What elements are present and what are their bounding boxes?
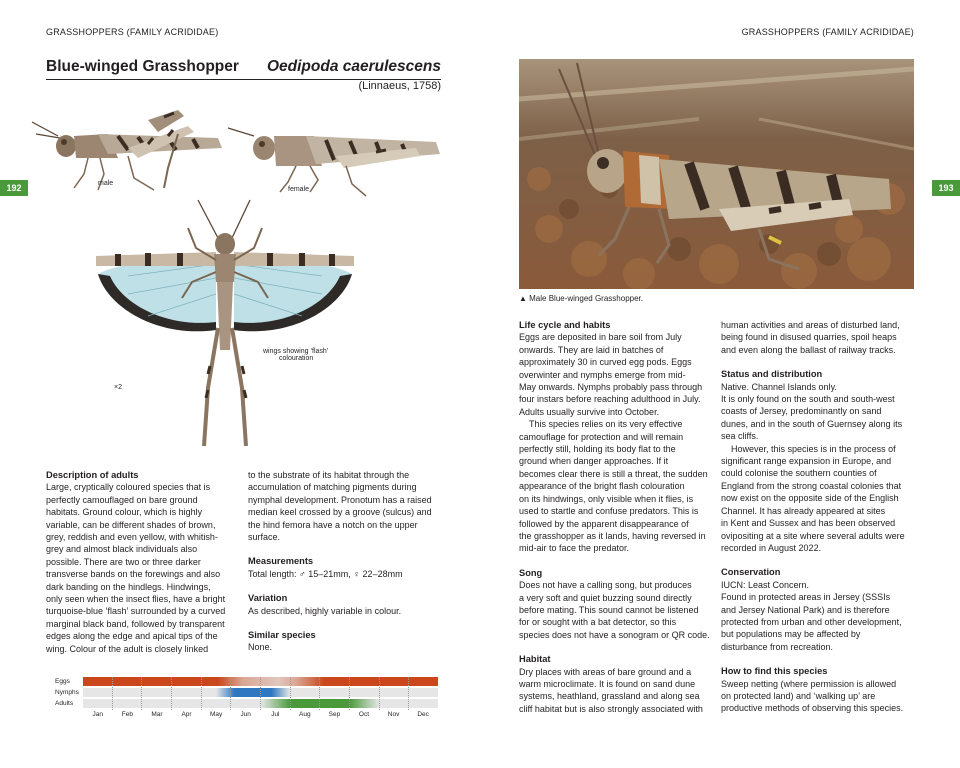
- description-line: surface.: [248, 532, 281, 543]
- description-line: marginal black band, followed by transparent: [46, 618, 225, 629]
- song-line: before mating. This sound cannot be listened: [519, 604, 699, 615]
- running-head-left: GRASSHOPPERS (FAMILY ACRIDIDAE): [46, 27, 219, 37]
- life-cycle-line: appearance of the bright flash colouration: [519, 481, 685, 492]
- description-column: [46, 469, 242, 655]
- description-line: accumulation of matching pigments during: [248, 482, 417, 493]
- life-cycle-line: becomes clear there is still a threat, the sudden: [519, 468, 708, 479]
- life-cycle-line: perfectly still, holding its body flat to the: [519, 444, 676, 455]
- month-axis: [83, 711, 438, 718]
- description-line: wing. Colour of the adult is closely linked: [46, 643, 209, 654]
- conservation-line: disturbance from recreation.: [721, 641, 834, 652]
- season-label-adults: Adults: [55, 700, 74, 707]
- description-line: perfectly camouflaged on bare ground: [46, 494, 198, 505]
- habitat-heading: Habitat: [519, 654, 551, 665]
- female-illustration: [226, 122, 441, 198]
- status-line: Native. Channel Islands only.: [721, 381, 837, 392]
- grasshopper-photo: [519, 59, 914, 289]
- life-cycle-line: the grasshopper as it lands, having reversed in: [519, 530, 706, 541]
- similar-species-heading: Similar species: [248, 630, 316, 641]
- season-bar-adults: [261, 699, 379, 708]
- description-line: grey, reddish and even yellow, with whitish-: [46, 532, 218, 543]
- habitat-line: systems, heathland, grassland and along sea: [519, 691, 700, 702]
- spread-wings-illustration: [88, 198, 363, 450]
- month-label: Jul: [271, 711, 280, 718]
- life-cycle-line: ground when danger approaches. If it: [519, 456, 669, 467]
- measurements-text: Total length: ♂ 15–21mm, ♀ 22–28mm: [248, 568, 403, 579]
- season-bar-eggs: [83, 677, 438, 686]
- description-line: habitats. Ground colour, which is highly: [46, 507, 203, 518]
- month-label: Apr: [181, 711, 192, 718]
- measurements-heading: Measurements: [248, 556, 314, 567]
- similar-species-text: None.: [248, 642, 273, 653]
- description-heading: Description of adults: [46, 470, 139, 480]
- life-cycle-line: on its hindwings, only visible when it flies, is: [519, 493, 694, 504]
- description-line: Large, cryptically coloured species that is: [46, 482, 211, 493]
- status-column: [721, 319, 917, 715]
- season-label-eggs: Eggs: [55, 678, 70, 685]
- status-heading: Status and distribution: [721, 369, 823, 380]
- scale-label: ×2: [114, 384, 122, 391]
- month-label: Jan: [92, 711, 104, 718]
- life-cycle-line: This species relies on its very effective: [529, 419, 683, 430]
- month-label: May: [209, 711, 223, 718]
- wings-label: [263, 348, 328, 362]
- life-cycle-line: camouflage for protection and will remain: [519, 431, 684, 442]
- female-label: female: [288, 186, 310, 193]
- status-line: sea cliffs.: [721, 431, 759, 442]
- conservation-line: protected from urban and other development,: [721, 616, 902, 627]
- season-bar-nymphs: [216, 688, 290, 697]
- life-cycle-line: onwards. They are laid in batches of: [519, 344, 664, 355]
- description-line: variable, can be different shades of brown,: [46, 519, 216, 530]
- status-line: significant range expansion in Europe, and: [721, 456, 892, 467]
- page-number-left: 192: [0, 180, 28, 196]
- how-to-find-heading: How to find this species: [721, 666, 828, 677]
- month-label: Dec: [417, 711, 429, 718]
- status-line: could colonise the southern counties of: [721, 468, 877, 479]
- month-label: Aug: [299, 711, 311, 718]
- month-label: Jun: [240, 711, 251, 718]
- month-label: Oct: [358, 711, 370, 718]
- life-cycle-heading: Life cycle and habits: [519, 320, 611, 330]
- status-line: in Kent and Sussex and has been observed: [721, 518, 896, 529]
- status-line: It is only found on the south and south-west: [721, 394, 895, 405]
- common-name: Blue-winged Grasshopper: [46, 58, 239, 75]
- photo-caption: ▲ Male Blue-winged Grasshopper.: [519, 294, 643, 303]
- how-to-find-line: Sweep netting (where permission is allowed: [721, 678, 897, 689]
- running-head-right: GRASSHOPPERS (FAMILY ACRIDIDAE): [741, 27, 914, 37]
- habitat-line: Dry places with areas of bare ground and a: [519, 666, 692, 677]
- season-chart: [55, 677, 440, 718]
- description-line: only seen when the insect flies, have a bright: [46, 594, 226, 605]
- male-illustration: [28, 108, 228, 196]
- how-to-find-line: on protected land) and ‘walking up’ are: [721, 690, 876, 701]
- habitat-line: and even along the ballast of railway tracks.: [721, 344, 896, 355]
- description-line: transverse bands on the forewings and also: [46, 569, 221, 580]
- description-line: the hind femora have a notch on the upper: [248, 519, 418, 530]
- status-line: Channel. It has already appeared at sites: [721, 505, 886, 516]
- season-row-adults: [55, 699, 440, 708]
- page-number-right: 193: [932, 180, 960, 196]
- song-line: Does not have a calling song, but produces: [519, 580, 692, 591]
- status-line: However, this species is in the process of: [731, 443, 896, 454]
- season-row-nymphs: [55, 688, 440, 697]
- month-label: Nov: [387, 711, 400, 718]
- status-line: coasts of Jersey, predominantly on sand: [721, 406, 882, 417]
- season-label-nymphs: Nymphs: [55, 689, 79, 696]
- description-line: dark banding on the hindlegs. Hindwings,: [46, 581, 211, 592]
- conservation-heading: Conservation: [721, 567, 781, 578]
- month-label: Feb: [121, 711, 133, 718]
- life-cycle-line: May onwards. Nymphs probably pass through: [519, 382, 703, 393]
- description-line: edges along the edge and apical tips of the: [46, 631, 218, 642]
- variation-heading: Variation: [248, 593, 288, 604]
- song-line: for or sought with a bat detector, so this: [519, 617, 677, 628]
- male-label: male: [98, 180, 114, 187]
- variation-text: As described, highly variable in colour.: [248, 605, 402, 616]
- conservation-line: Found in protected areas in Jersey (SSSIs: [721, 592, 891, 603]
- description-line: turquoise-blue ‘flash’ surrounded by a curved: [46, 606, 226, 617]
- species-authority: (Linnaeus, 1758): [358, 80, 441, 92]
- how-to-find-line: productive methods of observing this species.: [721, 703, 904, 714]
- life-cycle-line: Eggs are deposited in bare soil from July: [519, 332, 682, 343]
- month-label: Sep: [328, 711, 341, 718]
- life-cycle-column: [519, 319, 715, 715]
- month-label: Mar: [151, 711, 163, 718]
- species-header: [46, 58, 441, 80]
- status-line: ovipositing at a site where several adults were: [721, 530, 905, 541]
- description-line: median keel crossed by a groove (sulcus) and: [248, 507, 432, 518]
- description-line: possible. There are two or three darker: [46, 556, 201, 567]
- status-line: now exist on the opposite side of the English: [721, 493, 899, 504]
- measurements-column: [248, 469, 444, 654]
- description-line: grey and almost black individuals also: [46, 544, 198, 555]
- conservation-line: IUCN: Least Concern.: [721, 579, 810, 590]
- life-cycle-line: overwinter and nymphs emerge from mid-: [519, 369, 686, 380]
- conservation-line: but populations may be affected by: [721, 629, 861, 640]
- habitat-line: cliff habitat but is also strongly associated with: [519, 703, 703, 714]
- description-line: nymphal development. Pronotum has a raised: [248, 494, 432, 505]
- description-line: to the substrate of its habitat through the: [248, 470, 410, 480]
- life-cycle-line: followed by the apparent disappearance of: [519, 518, 689, 529]
- song-line: species does not have a sonogram or QR code.: [519, 629, 710, 640]
- life-cycle-line: mid-air to face the predator.: [519, 543, 630, 554]
- life-cycle-line: Adults usually survive into October.: [519, 406, 660, 417]
- conservation-line: and Jersey National Park) and is therefore: [721, 604, 890, 615]
- song-line: a very soft and quiet buzzing sound directly: [519, 592, 692, 603]
- song-heading: Song: [519, 567, 543, 578]
- habitat-line: warm microclimate. It is found on sand dune: [519, 678, 696, 689]
- life-cycle-line: approximately 30 in curved egg pods. Eggs: [519, 357, 692, 368]
- wings-label-line-1: wings showing ‘flash’: [263, 348, 329, 355]
- status-line: dunes, and in the south of Guernsey along its: [721, 418, 903, 429]
- status-line: recorded in August 2022.: [721, 542, 822, 553]
- wings-label-line-2: colouration: [279, 355, 314, 362]
- life-cycle-line: used to startle and confuse predators. This is: [519, 506, 699, 517]
- life-cycle-line: four instars before reaching adulthood in July.: [519, 394, 701, 405]
- habitat-line: human activities and areas of disturbed land,: [721, 320, 900, 330]
- status-line: England from the strong coastal colonies that: [721, 480, 902, 491]
- habitat-line: being found in disused quarries, spoil heaps: [721, 332, 897, 343]
- scientific-name: Oedipoda caerulescens: [266, 58, 441, 75]
- season-row-eggs: [55, 677, 440, 686]
